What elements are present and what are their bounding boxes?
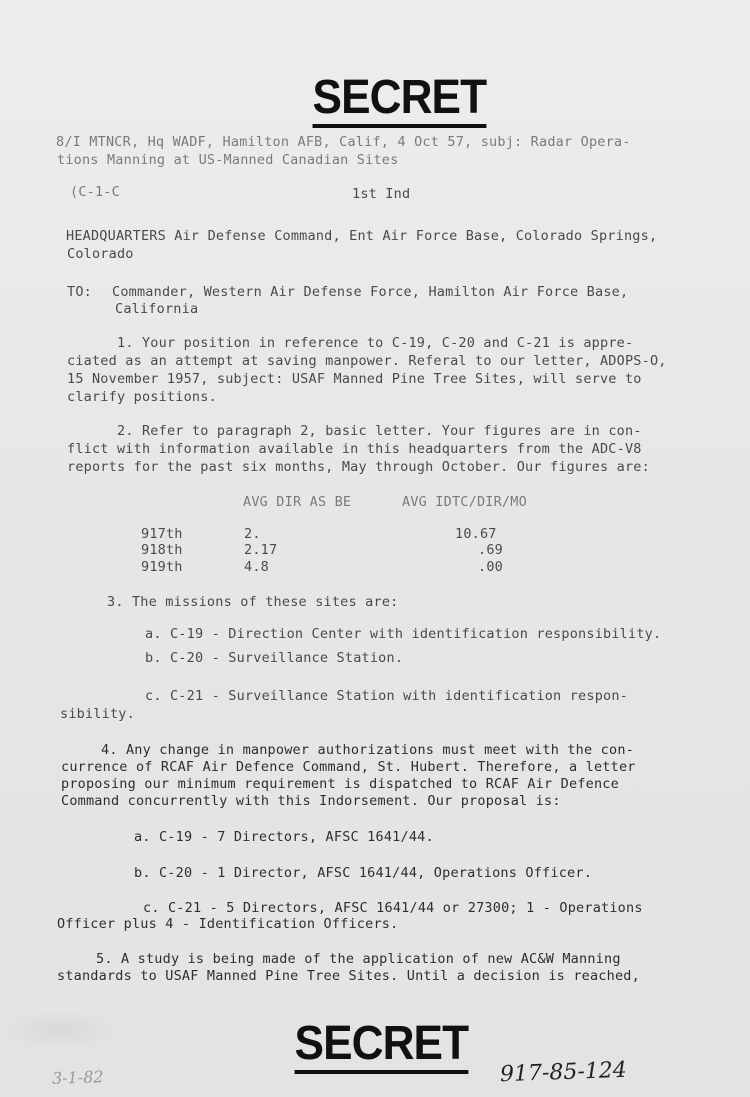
para1-line-2: ciated as an attempt at saving manpower. Referal to our letter, ADOPS-O, xyxy=(67,353,667,369)
para2-line-2: flict with information available in this headquarters from the ADC-V8 xyxy=(67,441,642,457)
handwritten-mark-left: 3-1-82 xyxy=(51,1067,104,1088)
table-row-avg-idtc: .00 xyxy=(478,559,503,575)
from-line-1: HEADQUARTERS Air Defense Command, Ent Air Force Base, Colorado Springs, xyxy=(66,228,658,244)
para2-line-3: reports for the past six months, May through October. Our figures are: xyxy=(67,459,650,475)
para4-line-2: currence of RCAF Air Defence Command, St. Hubert. Therefore, a letter xyxy=(61,759,636,775)
table-row-avg-dir: 2.17 xyxy=(244,542,278,558)
para3-item-b: b. C-20 - Surveillance Station. xyxy=(145,650,404,666)
table-row-unit: 919th xyxy=(141,559,183,575)
para4-item-b: b. C-20 - 1 Director, AFSC 1641/44, Operations Officer. xyxy=(134,865,593,881)
secret-stamp-bottom: SECRET xyxy=(295,1020,469,1074)
to-line-1: Commander, Western Air Defense Force, Hamilton Air Force Base, xyxy=(112,284,629,300)
from-line-2: Colorado xyxy=(67,246,134,262)
table-row-avg-idtc: .69 xyxy=(478,542,503,558)
to-label: TO: xyxy=(67,284,92,300)
secret-stamp-top: SECRET xyxy=(313,74,487,128)
table-header-avg-dir: AVG DIR AS BE xyxy=(243,494,352,510)
para4-line-3: proposing our minimum requirement is dispatched to RCAF Air Defence xyxy=(61,776,619,792)
table-row-avg-idtc: 10.67 xyxy=(455,526,497,542)
scan-smudge xyxy=(0,1010,120,1050)
table-row-avg-dir: 2. xyxy=(244,526,261,542)
para5-line-1: 5. A study is being made of the application of new AC&W Manning xyxy=(96,951,621,967)
para3-item-c-line-2: sibility. xyxy=(60,706,135,722)
indorsement-label: 1st Ind xyxy=(352,186,411,202)
para4-line-4: Command concurrently with this Indorsement. Our proposal is: xyxy=(61,793,561,809)
para1-line-1: 1. Your position in reference to C-19, C-20 and C-21 is appre- xyxy=(117,335,634,351)
para4-item-c-line-1: c. C-21 - 5 Directors, AFSC 1641/44 or 27300; 1 - Operations xyxy=(143,900,643,916)
to-line-2: California xyxy=(115,301,199,317)
para1-line-4: clarify positions. xyxy=(67,389,217,405)
table-header-avg-idtc: AVG IDTC/DIR/MO xyxy=(402,494,527,510)
para3-item-a: a. C-19 - Direction Center with identification responsibility. xyxy=(145,626,662,642)
table-row-unit: 918th xyxy=(141,542,183,558)
para4-item-a: a. C-19 - 7 Directors, AFSC 1641/44. xyxy=(134,829,434,845)
para3-item-c-line-1: c. C-21 - Surveillance Station with identification respon- xyxy=(145,688,629,704)
para5-line-2: standards to USAF Manned Pine Tree Sites. Until a decision is reached, xyxy=(57,968,640,984)
para4-item-c-line-2: Officer plus 4 - Identification Officers. xyxy=(57,916,399,932)
table-row-avg-dir: 4.8 xyxy=(244,559,269,575)
para3-line: 3. The missions of these sites are: xyxy=(107,594,399,610)
para2-line-1: 2. Refer to paragraph 2, basic letter. Your figures are in con- xyxy=(117,423,642,439)
header-ref: (C-1-C xyxy=(70,184,120,200)
handwritten-document-number: 917-85-124 xyxy=(499,1057,628,1088)
header-line-1: 8/I MTNCR, Hq WADF, Hamilton AFB, Calif, 4 Oct 57, subj: Radar Opera- xyxy=(56,134,631,150)
para4-line-1: 4. Any change in manpower authorizations must meet with the con- xyxy=(101,742,634,758)
header-line-2: tions Manning at US-Manned Canadian Sites xyxy=(57,152,399,168)
para1-line-3: 15 November 1957, subject: USAF Manned Pine Tree Sites, will serve to xyxy=(67,371,642,387)
table-row-unit: 917th xyxy=(141,526,183,542)
